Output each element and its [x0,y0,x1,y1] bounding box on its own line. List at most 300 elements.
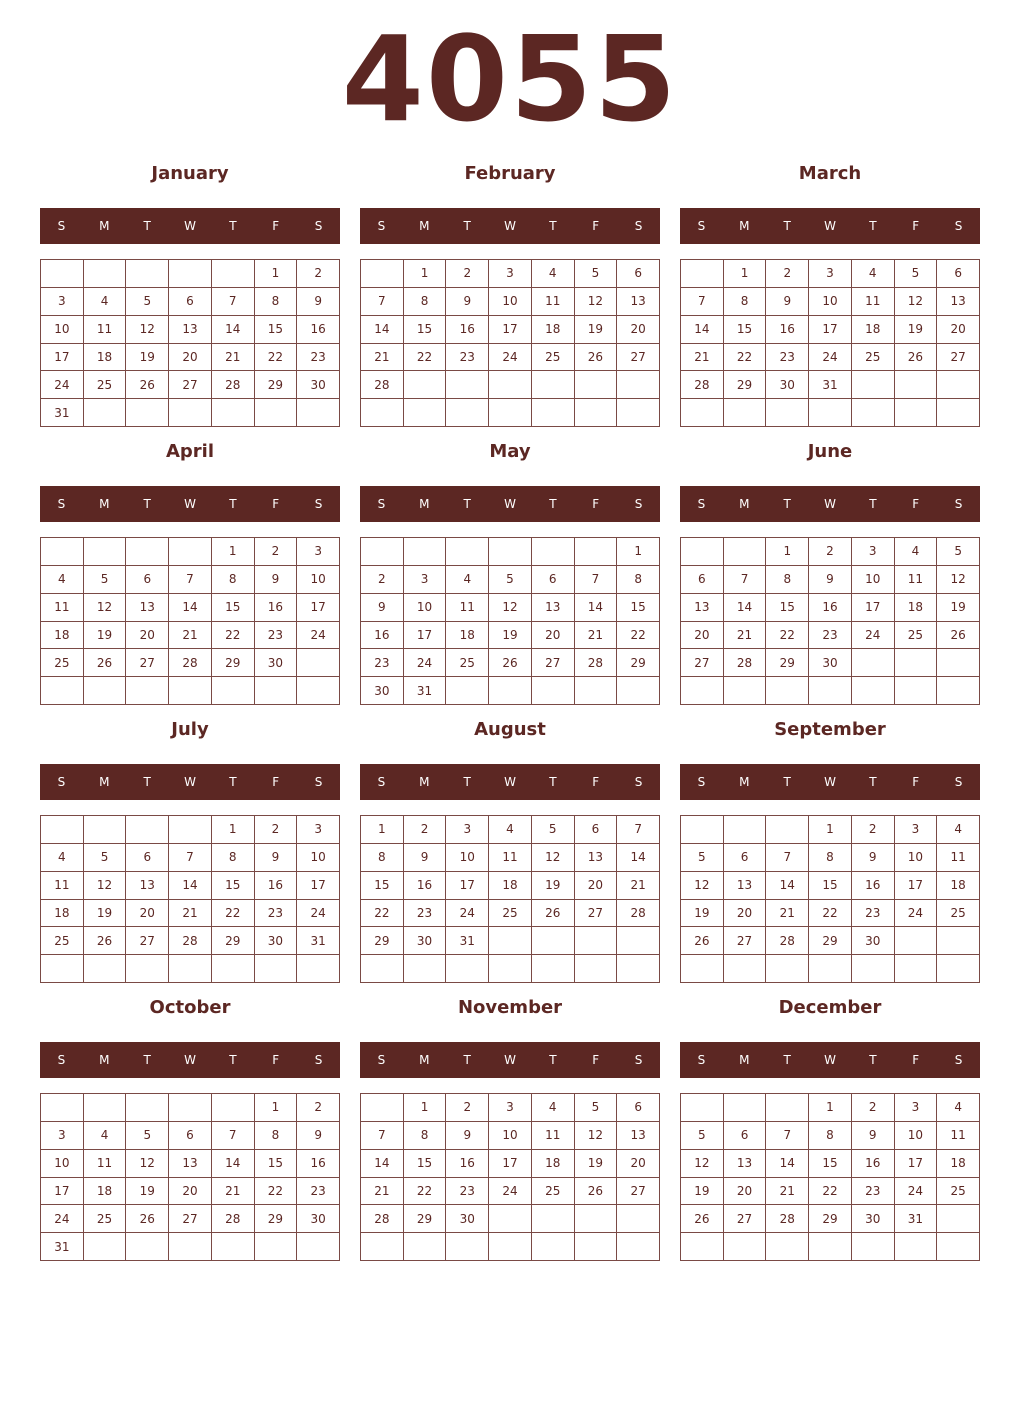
day-cell: 28 [169,649,212,677]
day-cell: 11 [41,872,84,900]
day-cell: 15 [361,872,404,900]
day-cell: 31 [809,371,852,399]
day-cell: 6 [617,1094,660,1122]
day-cell: 9 [361,594,404,622]
empty-cell [724,677,767,705]
day-cell: 3 [41,288,84,316]
empty-cell [404,371,447,399]
day-cell: 5 [532,816,575,844]
year-title: 4055 [341,10,679,148]
day-cell: 3 [297,538,340,566]
day-cell: 12 [84,872,127,900]
empty-cell [41,538,84,566]
empty-cell [575,927,618,955]
day-cell: 26 [937,622,980,650]
day-cell: 24 [809,344,852,372]
day-cell: 4 [937,1094,980,1122]
day-grid [360,259,660,427]
day-cell: 18 [937,872,980,900]
day-cell: 20 [937,316,980,344]
day-cell: 27 [617,344,660,372]
day-cell: 14 [169,872,212,900]
day-cell: 30 [255,649,298,677]
day-cell: 15 [617,594,660,622]
day-cell: 16 [852,1150,895,1178]
empty-cell [766,955,809,983]
day-cell: 13 [681,594,724,622]
day-cell: 25 [41,649,84,677]
day-cell: 9 [297,1122,340,1150]
day-cell: 29 [255,371,298,399]
day-cell: 8 [212,844,255,872]
weekday-label: T [783,1053,791,1067]
day-cell: 26 [575,344,618,372]
day-cell: 5 [575,260,618,288]
day-cell: 14 [575,594,618,622]
weekday-label: T [869,775,877,789]
day-cell: 7 [724,566,767,594]
day-cell: 23 [255,900,298,928]
month-name: August [474,719,546,740]
empty-cell [169,399,212,427]
weekday-label: M [419,1053,430,1067]
day-cell: 13 [169,1150,212,1178]
empty-cell [212,1233,255,1261]
day-cell: 22 [255,344,298,372]
weekday-label: S [697,219,706,233]
day-cell: 29 [255,1205,298,1233]
empty-cell [446,1233,489,1261]
empty-cell [575,1205,618,1233]
day-cell: 22 [809,1178,852,1206]
day-grid [680,815,980,983]
day-cell: 1 [212,538,255,566]
weekday-label: W [504,1053,516,1067]
empty-cell [575,955,618,983]
day-cell: 16 [852,872,895,900]
empty-cell [575,538,618,566]
day-cell: 23 [297,1178,340,1206]
day-cell: 18 [446,622,489,650]
day-cell: 12 [575,1122,618,1150]
day-cell: 26 [895,344,938,372]
day-cell: 25 [895,622,938,650]
day-cell: 6 [937,260,980,288]
empty-cell [255,955,298,983]
weekday-label: S [697,497,706,511]
day-cell: 19 [575,1150,618,1178]
weekday-label: M [739,775,750,789]
weekday-header [360,208,660,244]
weekday-label: M [99,497,110,511]
day-cell: 11 [489,844,532,872]
empty-cell [895,927,938,955]
weekday-label: W [504,219,516,233]
day-cell: 29 [724,371,767,399]
day-cell: 23 [809,622,852,650]
day-cell: 30 [404,927,447,955]
weekday-label: S [314,775,323,789]
month-name: February [464,163,556,184]
day-cell: 20 [724,1178,767,1206]
day-cell: 22 [724,344,767,372]
empty-cell [766,399,809,427]
day-cell: 8 [809,844,852,872]
weekday-label: T [143,497,151,511]
day-cell: 22 [361,900,404,928]
day-cell: 19 [126,344,169,372]
empty-cell [169,260,212,288]
weekday-label: T [463,219,471,233]
day-cell: 13 [126,594,169,622]
day-cell: 30 [766,371,809,399]
day-cell: 22 [212,900,255,928]
empty-cell [532,955,575,983]
weekday-label: T [229,219,237,233]
empty-cell [681,538,724,566]
weekday-header [40,1042,340,1078]
weekday-label: S [634,219,643,233]
empty-cell [169,538,212,566]
day-cell: 13 [724,872,767,900]
day-cell: 22 [404,344,447,372]
day-cell: 14 [361,1150,404,1178]
weekday-label: T [229,775,237,789]
day-cell: 21 [212,1178,255,1206]
day-cell: 17 [852,594,895,622]
empty-cell [126,816,169,844]
empty-cell [724,399,767,427]
empty-cell [852,399,895,427]
day-cell: 9 [255,566,298,594]
empty-cell [446,677,489,705]
day-cell: 27 [126,927,169,955]
empty-cell [126,677,169,705]
empty-cell [852,371,895,399]
day-cell: 4 [532,1094,575,1122]
weekday-label: S [314,497,323,511]
day-cell: 17 [489,316,532,344]
month-name: April [165,441,215,462]
empty-cell [532,399,575,427]
weekday-label: M [419,497,430,511]
day-grid [360,537,660,705]
day-cell: 27 [617,1178,660,1206]
day-cell: 3 [809,260,852,288]
weekday-label: T [549,1053,557,1067]
day-cell: 11 [852,288,895,316]
empty-cell [895,1233,938,1261]
day-cell: 12 [84,594,127,622]
empty-cell [809,1233,852,1261]
empty-cell [446,955,489,983]
weekday-label: T [463,497,471,511]
weekday-label: S [954,775,963,789]
empty-cell [724,538,767,566]
day-cell: 15 [809,1150,852,1178]
empty-cell [852,677,895,705]
day-cell: 29 [212,927,255,955]
weekday-label: M [739,497,750,511]
day-cell: 16 [255,594,298,622]
day-cell: 1 [255,1094,298,1122]
empty-cell [41,677,84,705]
day-cell: 29 [766,649,809,677]
day-cell: 4 [489,816,532,844]
day-cell: 3 [489,1094,532,1122]
month-name: June [807,441,853,462]
day-cell: 20 [169,1178,212,1206]
empty-cell [937,371,980,399]
weekday-label: S [57,1053,66,1067]
weekday-label: W [824,1053,836,1067]
day-cell: 25 [937,1178,980,1206]
day-cell: 21 [575,622,618,650]
day-cell: 21 [169,622,212,650]
day-cell: 22 [617,622,660,650]
empty-cell [126,260,169,288]
day-cell: 12 [126,316,169,344]
day-cell: 15 [404,316,447,344]
day-cell: 31 [895,1205,938,1233]
day-cell: 11 [532,288,575,316]
weekday-label: M [739,219,750,233]
weekday-label: T [783,497,791,511]
weekday-label: F [592,497,600,511]
day-cell: 9 [446,288,489,316]
empty-cell [446,399,489,427]
empty-cell [297,677,340,705]
weekday-label: S [314,219,323,233]
month-name: October [149,997,231,1018]
day-cell: 20 [532,622,575,650]
weekday-label: T [549,497,557,511]
day-cell: 15 [255,316,298,344]
empty-cell [575,677,618,705]
day-cell: 19 [126,1178,169,1206]
day-cell: 3 [852,538,895,566]
day-cell: 25 [532,1178,575,1206]
day-cell: 19 [681,900,724,928]
day-cell: 17 [895,1150,938,1178]
weekday-label: T [463,1053,471,1067]
day-cell: 18 [852,316,895,344]
day-cell: 2 [255,538,298,566]
day-cell: 20 [681,622,724,650]
day-cell: 21 [681,344,724,372]
weekday-label: F [592,219,600,233]
day-cell: 2 [297,1094,340,1122]
day-grid [680,1093,980,1261]
day-cell: 4 [84,288,127,316]
day-cell: 5 [84,844,127,872]
day-cell: 10 [895,1122,938,1150]
day-cell: 5 [681,1122,724,1150]
day-cell: 20 [617,1150,660,1178]
empty-cell [41,260,84,288]
day-grid [40,815,340,983]
empty-cell [41,1094,84,1122]
empty-cell [361,1233,404,1261]
empty-cell [724,816,767,844]
day-cell: 4 [852,260,895,288]
day-cell: 20 [617,316,660,344]
day-cell: 5 [681,844,724,872]
day-cell: 14 [169,594,212,622]
day-cell: 25 [446,649,489,677]
day-cell: 9 [446,1122,489,1150]
day-cell: 11 [895,566,938,594]
day-cell: 28 [766,1205,809,1233]
weekday-label: S [57,775,66,789]
day-cell: 14 [724,594,767,622]
day-cell: 10 [297,566,340,594]
empty-cell [84,677,127,705]
day-cell: 23 [446,1178,489,1206]
empty-cell [681,955,724,983]
empty-cell [126,399,169,427]
day-cell: 6 [724,844,767,872]
day-cell: 15 [404,1150,447,1178]
day-cell: 23 [255,622,298,650]
weekday-label: F [912,775,920,789]
weekday-label: T [783,219,791,233]
weekday-header [360,1042,660,1078]
empty-cell [84,1233,127,1261]
weekday-label: F [912,219,920,233]
empty-cell [169,816,212,844]
month-name: May [489,441,531,462]
empty-cell [212,1094,255,1122]
day-cell: 27 [126,649,169,677]
empty-cell [681,1233,724,1261]
empty-cell [404,1233,447,1261]
day-cell: 7 [169,844,212,872]
empty-cell [126,1094,169,1122]
empty-cell [489,955,532,983]
day-cell: 27 [169,1205,212,1233]
day-cell: 1 [361,816,404,844]
empty-cell [532,371,575,399]
weekday-header [40,208,340,244]
empty-cell [895,955,938,983]
day-cell: 13 [937,288,980,316]
day-cell: 4 [532,260,575,288]
day-cell: 30 [446,1205,489,1233]
day-cell: 26 [532,900,575,928]
empty-cell [617,371,660,399]
empty-cell [212,260,255,288]
day-cell: 18 [489,872,532,900]
day-cell: 6 [126,844,169,872]
day-cell: 14 [212,1150,255,1178]
day-cell: 19 [895,316,938,344]
empty-cell [724,1094,767,1122]
weekday-label: S [377,775,386,789]
weekday-label: S [57,219,66,233]
day-cell: 21 [724,622,767,650]
day-cell: 30 [297,1205,340,1233]
day-cell: 27 [169,371,212,399]
day-cell: 16 [255,872,298,900]
day-cell: 7 [212,288,255,316]
day-cell: 12 [575,288,618,316]
day-grid [680,537,980,705]
day-cell: 3 [895,1094,938,1122]
day-cell: 5 [575,1094,618,1122]
empty-cell [489,677,532,705]
day-cell: 17 [41,344,84,372]
month-name: September [774,719,886,740]
day-cell: 10 [489,1122,532,1150]
day-cell: 1 [766,538,809,566]
day-cell: 12 [895,288,938,316]
weekday-label: M [99,775,110,789]
day-cell: 29 [212,649,255,677]
weekday-label: W [504,775,516,789]
day-cell: 8 [361,844,404,872]
day-cell: 10 [809,288,852,316]
day-cell: 16 [361,622,404,650]
day-cell: 23 [361,649,404,677]
day-cell: 25 [852,344,895,372]
day-cell: 22 [809,900,852,928]
weekday-label: T [229,1053,237,1067]
day-cell: 8 [617,566,660,594]
day-cell: 13 [169,316,212,344]
day-cell: 26 [681,1205,724,1233]
empty-cell [724,1233,767,1261]
day-cell: 7 [766,1122,809,1150]
day-cell: 8 [809,1122,852,1150]
day-cell: 18 [41,622,84,650]
day-cell: 4 [446,566,489,594]
empty-cell [489,1205,532,1233]
weekday-label: T [549,219,557,233]
day-cell: 8 [404,288,447,316]
day-cell: 24 [852,622,895,650]
empty-cell [617,1233,660,1261]
empty-cell [361,260,404,288]
day-cell: 23 [766,344,809,372]
day-cell: 19 [489,622,532,650]
empty-cell [212,955,255,983]
empty-cell [84,399,127,427]
day-cell: 8 [404,1122,447,1150]
day-cell: 8 [255,288,298,316]
day-cell: 19 [575,316,618,344]
day-cell: 1 [404,1094,447,1122]
day-cell: 11 [84,1150,127,1178]
day-cell: 5 [126,288,169,316]
day-cell: 8 [212,566,255,594]
weekday-label: W [184,1053,196,1067]
empty-cell [255,1233,298,1261]
empty-cell [297,955,340,983]
day-cell: 6 [169,288,212,316]
day-cell: 5 [126,1122,169,1150]
day-cell: 27 [575,900,618,928]
empty-cell [617,955,660,983]
empty-cell [852,1233,895,1261]
weekday-label: M [419,219,430,233]
day-cell: 20 [575,872,618,900]
day-cell: 11 [446,594,489,622]
empty-cell [532,538,575,566]
empty-cell [852,955,895,983]
empty-cell [126,1233,169,1261]
day-cell: 24 [489,344,532,372]
